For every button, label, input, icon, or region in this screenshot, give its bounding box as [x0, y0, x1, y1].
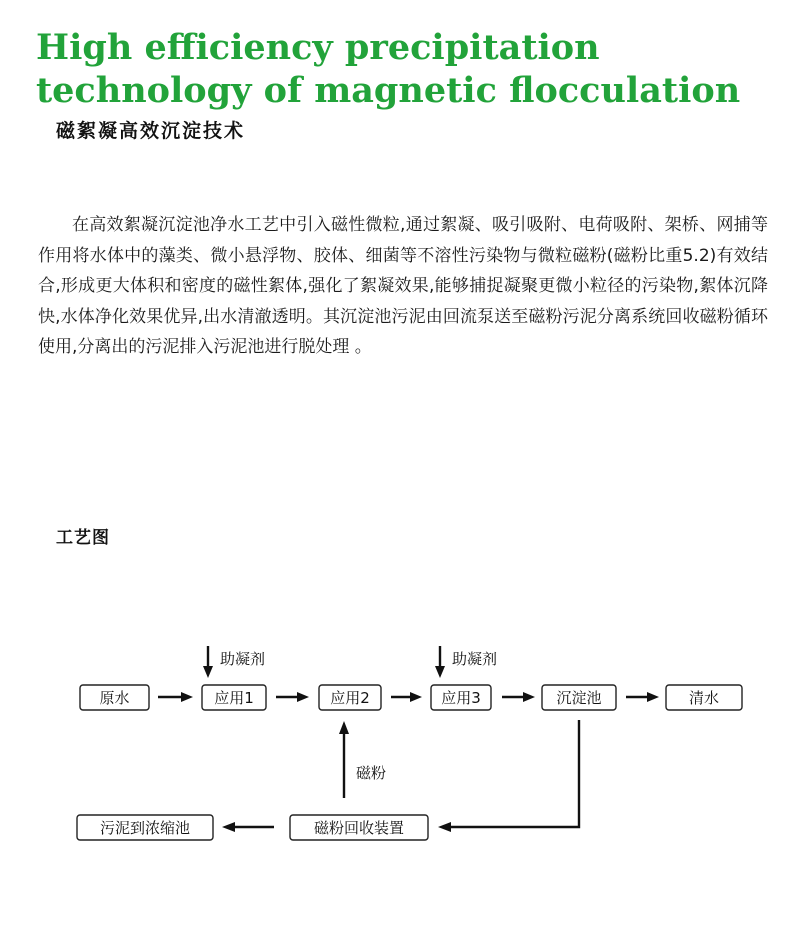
arrow-apply3-to-settling [502, 692, 535, 702]
node-apply-3 [431, 685, 491, 710]
coagulant-1-label: 助凝剂 [220, 650, 266, 668]
arrow-raw-to-apply1 [158, 692, 193, 702]
arrow-recovery-to-apply2 [339, 721, 349, 798]
node-clear-water [666, 685, 742, 710]
node-apply-3-label: 应用3 [441, 689, 481, 707]
node-settling-tank-label: 沉淀池 [556, 689, 602, 707]
section-title: 工艺图 [56, 528, 110, 548]
node-apply-2-label: 应用2 [330, 689, 370, 707]
node-apply-1 [202, 685, 266, 710]
coagulant-2-label: 助凝剂 [452, 650, 498, 668]
description-paragraph: 在高效絮凝沉淀池净水工艺中引入磁性微粒,通过絮凝、吸引吸附、电荷吸附、架桥、网捕等作用将水体中的藻类、微小悬浮物、胶体、细菌等不溶性污染物与微粒磁粉(磁粉比重5.2)有效结合,形成更大体积和密度的磁性絮体,强化了絮凝效果,能够捕捉凝聚更微小粒径的污染物,絮体沉降快,水体净化效果优异,出水清澈透明。其沉淀池污泥由回流泵送至磁粉污泥分离系统回收磁粉循环使用,分离出的污泥排入污泥池进行脱处理 。 [38, 215, 768, 357]
node-clear-water-label: 清水 [688, 689, 720, 707]
arrow-apply2-to-apply3 [391, 692, 422, 702]
node-recovery-device-label: 磁粉回收装置 [313, 819, 405, 837]
page-title: High efficiency precipitation technology of magnetic flocculation [36, 27, 741, 111]
magnetic-powder-label: 磁粉 [356, 764, 387, 782]
node-apply-1-label: 应用1 [214, 689, 254, 707]
node-recovery-device [290, 815, 428, 840]
arrow-settling-to-recovery [438, 720, 579, 832]
arrow-settling-to-clear [626, 692, 659, 702]
arrow-apply1-to-apply2 [276, 692, 309, 702]
page-subtitle: 磁絮凝高效沉淀技术 [56, 120, 246, 142]
node-settling-tank [542, 685, 616, 710]
node-sludge-thickener [77, 815, 213, 840]
node-raw-water [80, 685, 149, 710]
arrow-recovery-to-thickener [222, 822, 274, 832]
arrow-coagulant-2 [435, 646, 445, 678]
node-sludge-thickener-label: 污泥到浓缩池 [99, 819, 191, 837]
node-raw-water-label: 原水 [99, 689, 130, 707]
node-apply-2 [319, 685, 381, 710]
arrow-coagulant-1 [203, 646, 213, 678]
